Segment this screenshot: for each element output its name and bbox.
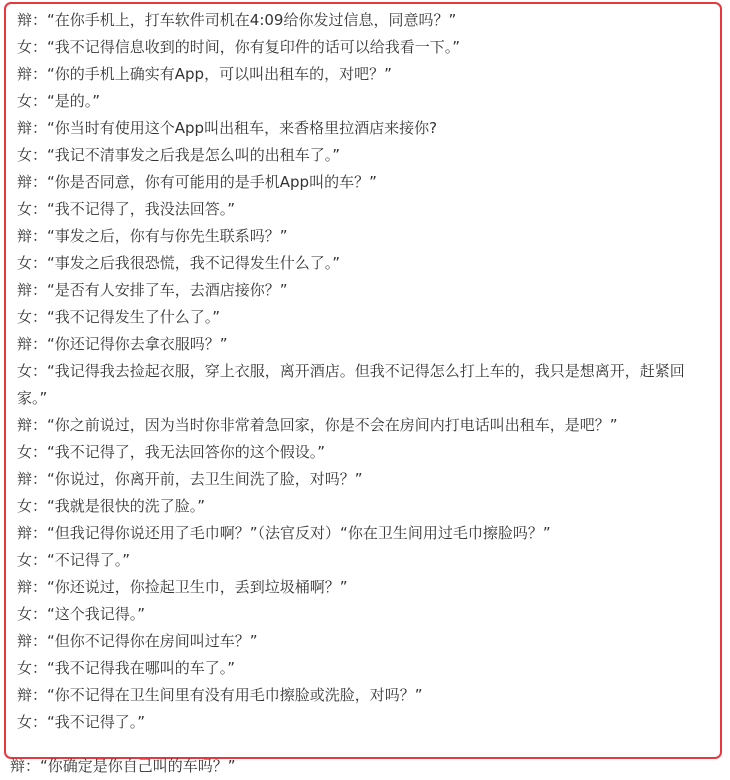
dialogue-line: 辩：“你还记得你去拿衣服吗？” xyxy=(17,335,228,353)
dialogue-line: 辩：“你是否同意，你有可能用的是手机App叫的车？” xyxy=(17,173,377,191)
dialogue-line: 女：“我不记得了，我无法回答你的这个假设。” xyxy=(17,443,326,461)
dialogue-line: 辩：“但你不记得你在房间叫过车？” xyxy=(17,632,258,650)
cropped-next-line xyxy=(10,757,710,775)
dialogue-line: 辩：“在你手机上，打车软件司机在4:09给你发过信息，同意吗？” xyxy=(17,11,457,29)
dialogue-line: 辩：“你还说过，你捡起卫生巾，丢到垃圾桶啊？” xyxy=(17,578,348,596)
dialogue-line: 辩：“你当时有使用这个App叫出租车，来香格里拉酒店来接你? xyxy=(17,119,438,137)
dialogue-line: 辩：“你说过，你离开前，去卫生间洗了脸，对吗？” xyxy=(17,470,363,488)
cropped-line-text: 辩：“你确定是你自己叫的车吗？” xyxy=(10,757,236,775)
dialogue-line: 辩：“事发之后，你有与你先生联系吗？” xyxy=(17,227,288,245)
dialogue-line: 辩：“你之前说过，因为当时你非常着急回家，你是不会在房间内打电话叫出租车，是吧？” xyxy=(17,416,618,434)
dialogue-line: 女：“我记不清事发之后我是怎么叫的出租车了。” xyxy=(17,146,341,164)
dialogue-line: 辩：“你不记得在卫生间里有没有用毛巾擦脸或洗脸，对吗？” xyxy=(17,686,423,704)
dialogue-line: 女：“不记得了。” xyxy=(17,551,131,569)
dialogue-line: 女：“我不记得发生了什么了。” xyxy=(17,308,221,326)
dialogue-line: 辩：“但我记得你说还用了毛巾啊？”（法官反对）“你在卫生间用过毛巾擦脸吗？” xyxy=(17,524,551,542)
dialogue-line: 女：“这个我记得。” xyxy=(17,605,146,623)
dialogue-line: 女：“我就是很快的洗了脸。” xyxy=(17,497,206,515)
dialogue-line: 女：“我记得我去捡起衣服，穿上衣服，离开酒店。但我不记得怎么打上车的，我只是想离开，赶紧回家。” xyxy=(17,362,685,407)
dialogue-line: 女：“我不记得了，我没法回答。” xyxy=(17,200,236,218)
dialogue-line: 女：“是的。” xyxy=(17,92,101,110)
dialogue-line: 女：“我不记得了。” xyxy=(17,713,146,731)
dialogue-line: 辩：“你的手机上确实有App，可以叫出租车的，对吧？” xyxy=(17,65,392,83)
transcript-highlight-box xyxy=(4,2,722,759)
dialogue-line: 女：“我不记得我在哪叫的车了。” xyxy=(17,659,236,677)
dialogue-line: 女：“事发之后我很恐慌，我不记得发生什么了。” xyxy=(17,254,341,272)
dialogue-line: 辩：“是否有人安排了车，去酒店接你？” xyxy=(17,281,288,299)
dialogue-line: 女：“我不记得信息收到的时间，你有复印件的话可以给我看一下。” xyxy=(17,38,461,56)
